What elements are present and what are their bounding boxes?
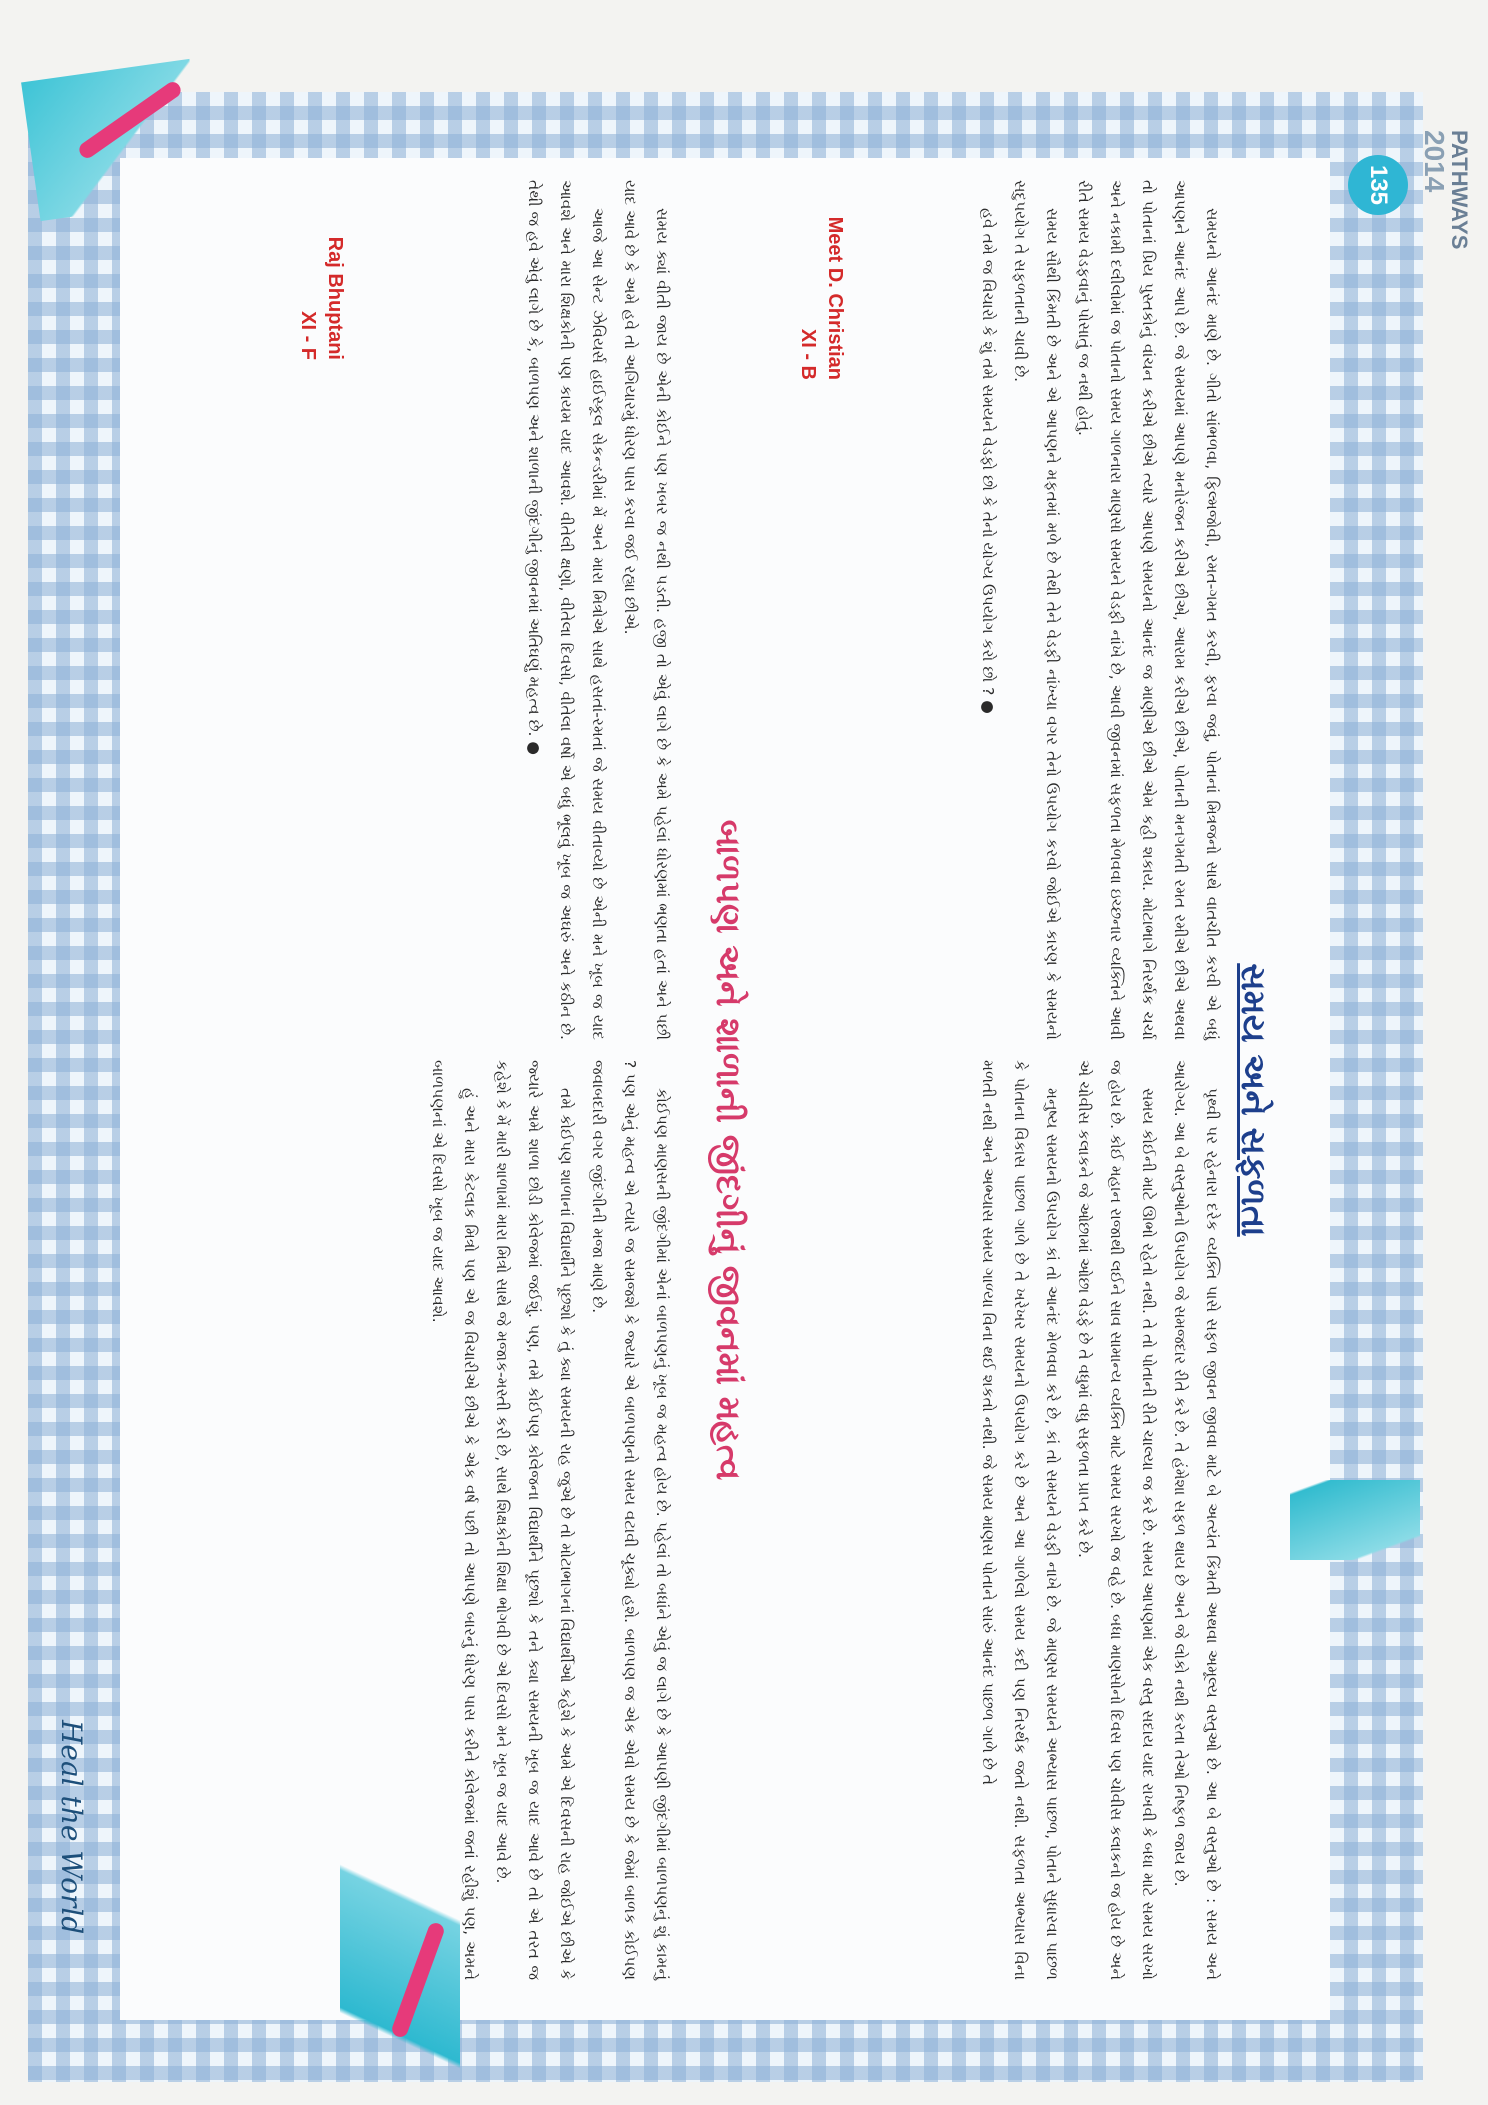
article2-paragraph: આજે આ સેન્ટ ઝેવિયર્સ હાઈસ્કૂલ સેકન્ડરીમાં મેં અને મારા મિત્રોએ સાથે હસતાં-રમતાં જે સમય વીતાવ્યો છે એની મને ખૂબ જ યાદ આવશે અને મારા શિક્ષકોની પણ કાયમ યાદ આવશે. વીતેલી ક્ષણો, વીતેલા દિવસો, વીતેલા વર્ષો એ બધું ભૂલવું ખૂબ જ અઘરું અને કઠીન છે. તેથી જ હવે એવું લાગે છે કે, બાળપણ અને શાળાની જીંદગીનું જીવનમાં અતિઘણું મહત્વ છે. ●	[525, 180, 607, 1040]
magazine-brand	[1420, 130, 1470, 249]
brand-name: PATHWAYS	[1447, 130, 1472, 250]
article1-paragraph: સમય કોઈની માટે ઊભો રહેતો નથી. તે તો પોતાની રીતે ચાલ્યા જ કરે છે. સમય આપણમાં એક વસ્તુ સદાય યાદ રાખવી કે બધા માટે સમય સરખો જ હોય છે. કોઈ મહાન રાજાથી લઈને સાવ સામાન્ય વ્યક્તિ માટે સમય સરખો જ વહે છે. બધા માણસોનો દિવસ પણ ચોવીસ કલાકનો જ હોય છે અને એ ચોવીસ કલાકને જે ઓછામાં ઓછા વેડફે છે તે વધુમાં વધુ સફળતા પ્રાપ્ત કરે છે.	[1075, 1060, 1157, 1980]
brand-year: 2014	[1419, 130, 1450, 193]
article2-title: બાળપણ અને શાળાની જીંદગીનું જીવનમાં મહત્વ	[708, 819, 748, 1481]
author-class: XI - B	[797, 328, 819, 380]
article1-author	[794, 180, 848, 380]
footer-tagline: Heal the World	[55, 1720, 88, 1935]
author-name: Raj Bhuptani	[324, 236, 346, 360]
article2-column-left	[518, 180, 678, 1040]
article1-column-right	[972, 1060, 1228, 1980]
article1-title: સમય અને સફળતા	[1233, 963, 1273, 1237]
article2-paragraph: તમે કોઈપણ શાળાનાં વિદ્યાર્થીને પૂછશો કે તું ક્યા સમયની રાહ જુએ છે તો મોટાભાગનાં વિદ્યાર્થીઓ કહેશે કે અમે એ દિવસની રાહ જોઈએ છીએ કે જ્યારે અમે શાળા છોડી કોલેજમાં જઈશું. પણ, તમે કોઈપણ કોલેજના વિદ્યાર્થીને પૂછશો કે તને ક્યા સમયની ખૂબ જ યાદ આવે છે તો એ તરત જ કહેશે કે મેં મારી શાળામાં મારા મિત્રો સાથે જે મજાક-મસ્તી કરી છે, સાથે શિક્ષકોની શિક્ષા ભોગવી છે એ દિવસો મને ખૂબ જ યાદ આવે છે.	[493, 1060, 575, 1980]
article1-paragraph: મનુષ્ય સમયનો ઉપયોગ કાં તો આનંદ મેળવવા કરે છે, કાં તો સમયને વેડફી નાખે છે. જે માણસ સમયને અભ્યાસ પાછળ, પોતાને સુધારવા પાછળ કે પોતાના વિકાસ પાછળ ગાળે છે તે ખરેખર સમયનો ઉપયોગ કરે છે અને આ ગાળેલો સમય કદી પણ નિરર્થક જતો નથી. સફળતા અભ્યાસ વિના મળતી નથી અને અભ્યાસ સમય ગાળ્યા વિના થઈ શકતો નથી. જે સમય માણસ પોતાને સારું આનંદ પાછળ ગાળે છે તે	[979, 1060, 1061, 1980]
article1-paragraph: સમય સૌથી કિંમતી છે અને એ આપણને મફતમાં મળે છે તેથી તેને વેડફી નાંખ્યા વગર તેનો ઉપયોગ કરવો જોઈએ કારણ કે સમયનો સદુપયોગ તે સફળતાની ચાવી છે.	[1011, 180, 1061, 1040]
author-class: XI - F	[297, 311, 319, 360]
article1-paragraph: સમયનો આનંદ માણે છે. ગીતો સાંભળવા, ફિલ્મજોવી, રમત-ગમત કરવી, ફરવા જવું, પોતાનાં મિત્રજનો સાથે વાતચીત કરવી એ બધું આપણને આનંદ આપે છે. જે સમયમાં આપણે મનોરંજન કરીએ છીએ, આરામ કરીએ છીએ, પોતાની મનગમતી રમત રમીએ છીએ અથવા તો પોતાનાં પ્રિય પુસ્તકોનું વાંચન કરીએ છીએ ત્યારે આપણે સમયનો આનંદ જ માણીએ છીએ એમ કહી શકાય. મોટાભાગે નિરર્થક ચર્ચા અને નકામી દલીલોમાં જ પોતાનો સમય ગાળનારા માણસો સમયને વેડફી નાંખે છે, આવી જીવનમાં સફળતા મેળવવા ઇચ્છનાર વ્યક્તિને આવી રીતે સમય વેડફવાનું પોસાતું જ નથી હોતું.	[1075, 180, 1221, 1040]
author-name: Meet D. Christian	[824, 216, 846, 380]
article1-column-left	[972, 180, 1228, 1040]
article2-paragraph: કોઈપણ માણસની જીંદગીમાં એનાં બાળપણનું ખૂબ જ મહત્વ હોય છે. પહેલાં તો બધાંને એવું જ લાગે છે કે આપણી જીંદગીમાં બાળપણનું શું કામનું ? પણ એનું મહત્વ એ ત્યારે જ સમજશે કે જ્યારે એ બાળપણનો સમય વટાવી ચૂક્યો હશે. બાળપણ જ એક એવો સમય છે કે જેમાં બાળક કોઈપણ જવાબદારી વગર જીંદગીની મજા માણે છે.	[589, 1060, 671, 1980]
article2-author	[294, 180, 348, 360]
article2-paragraph: સમય ક્યાં વીતી જાય છે એની કોઈને પણ ખબર જ નથી પડતી. હજી તો એવું લાગે છે કે અમે પહેલાં ધોરણમાં ભણતા હતાં અને પછી યાદ આવે છે કે અમે હવે તો અગિયારમું ધોરણ પાસ કરવા જઈ રહ્યા છીએ.	[621, 180, 671, 1040]
article2-column-right	[422, 1060, 678, 1980]
article2-paragraph: હું અને મારા કેટલાક મિત્રો પણ એ જ વિચારીએ છીએ કે એક વર્ષ પછી તો આપણે બારનું ધોરણ પાસ કરીને કોલેજમાં જતાં રહીશું પણ, અમને બાળપણનાં એ દિવસો ખૂબ જ યાદ આવશે.	[429, 1060, 479, 1980]
article1-paragraph: હવે તમે જ વિચારો કે શું તમે સમયને વેડફો છો કે તેનો યોગ્ય ઉપયોગ કરો છો ? ●	[979, 208, 997, 714]
page-number-badge: 135	[1348, 155, 1408, 215]
article1-paragraph: પૃથ્વી પર રહેનારા દરેક વ્યક્તિ પાસે સફળ જીવન જીવવા માટે બે અત્યંત કિંમતી અથવા અમૂલ્ય વસ્તુઓ છે. આ બે વસ્તુઓ છે : સમય અને આરોગ્ય. આ બે વસ્તુઓનો ઉપયોગ જે સમજદાર રીતે કરે છે. તે હંમેશા સફળ થાય છે અને જે લોકો નથી કરતા તેઓ નિષ્ફળ જાય છે.	[1171, 1060, 1221, 1980]
